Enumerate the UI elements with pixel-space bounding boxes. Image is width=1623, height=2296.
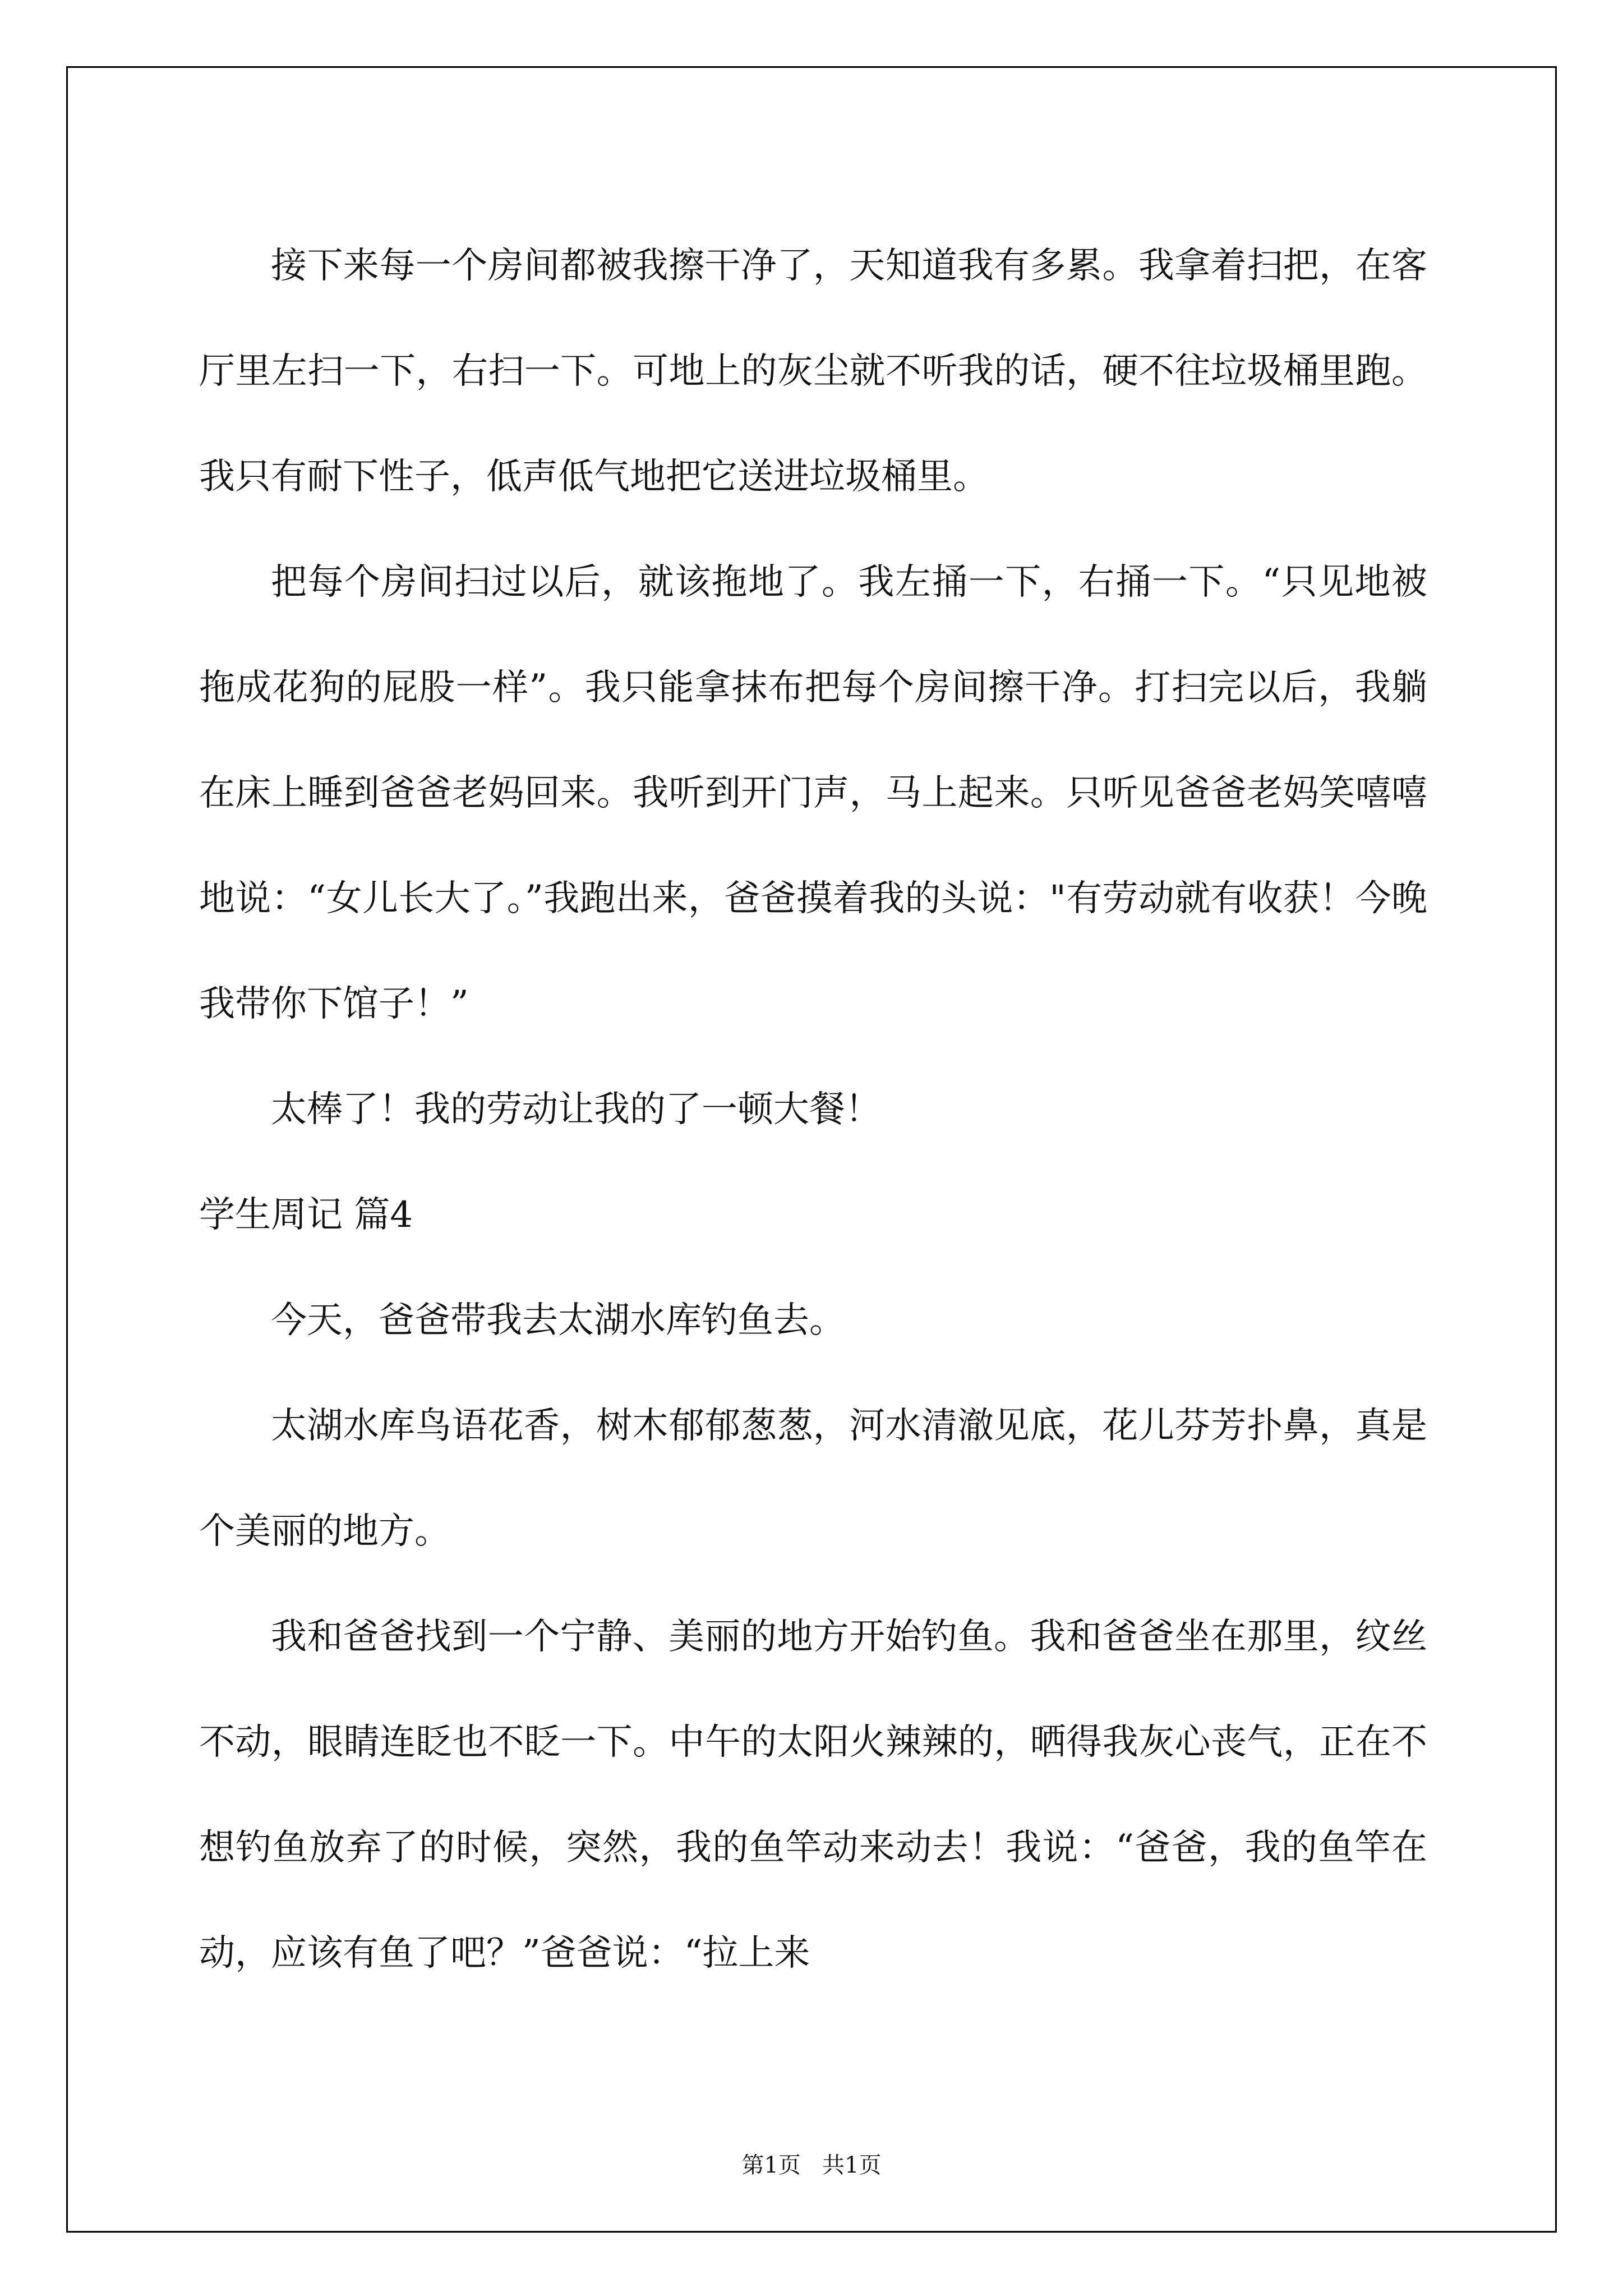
paragraph: 今天，爸爸带我去太湖水库钓鱼去。 xyxy=(271,1300,845,1341)
paragraph: 太棒了！我的劳动让我的了一顿大餐！ xyxy=(271,1089,881,1130)
paragraph: 我和爸爸找到一个宁静、美丽的地方开始钓鱼。我和爸爸坐在那里，纹丝不动，眼睛连眨也不眨一下。中午的太阳火辣辣的，晒得我灰心丧气，正在不想钓鱼放弃了的时候，突然，我的鱼竿动来动去！我说：“爸爸，我的鱼竿在动，应该有鱼了吧？”爸爸说：“拉上来 xyxy=(199,1616,1427,1974)
paragraph: 太湖水库鸟语花香，树木郁郁葱葱，河水清澈见底，花儿芬芳扑鼻，真是个美丽的地方。 xyxy=(199,1405,1427,1552)
paragraph: 接下来每一个房间都被我擦干净了，天知道我有多累。我拿着扫把，在客厅里左扫一下，右扫一下。可地上的灰尘就不听我的话，硬不往垃圾桶里跑。我只有耐下性子，低声低气地把它送进垃圾桶里。 xyxy=(199,245,1427,498)
section-heading: 学生周记 篇4 xyxy=(199,1194,413,1236)
document-body xyxy=(199,213,1427,2006)
page-number-footer: 第1页 共1页 xyxy=(741,2152,882,2178)
paragraph: 把每个房间扫过以后，就该拖地了。我左捅一下，右捅一下。“只见地被拖成花狗的屁股一样”。我只能拿抹布把每个房间擦干净。打扫完以后，我躺在床上睡到爸爸老妈回来。我听到开门声，马上起来。只听见爸爸老妈笑嘻嘻地说：“女儿长大了。”我跑出来，爸爸摸着我的头说："有劳动就有收获！今晚我带你下馆子！” xyxy=(199,562,1427,1025)
